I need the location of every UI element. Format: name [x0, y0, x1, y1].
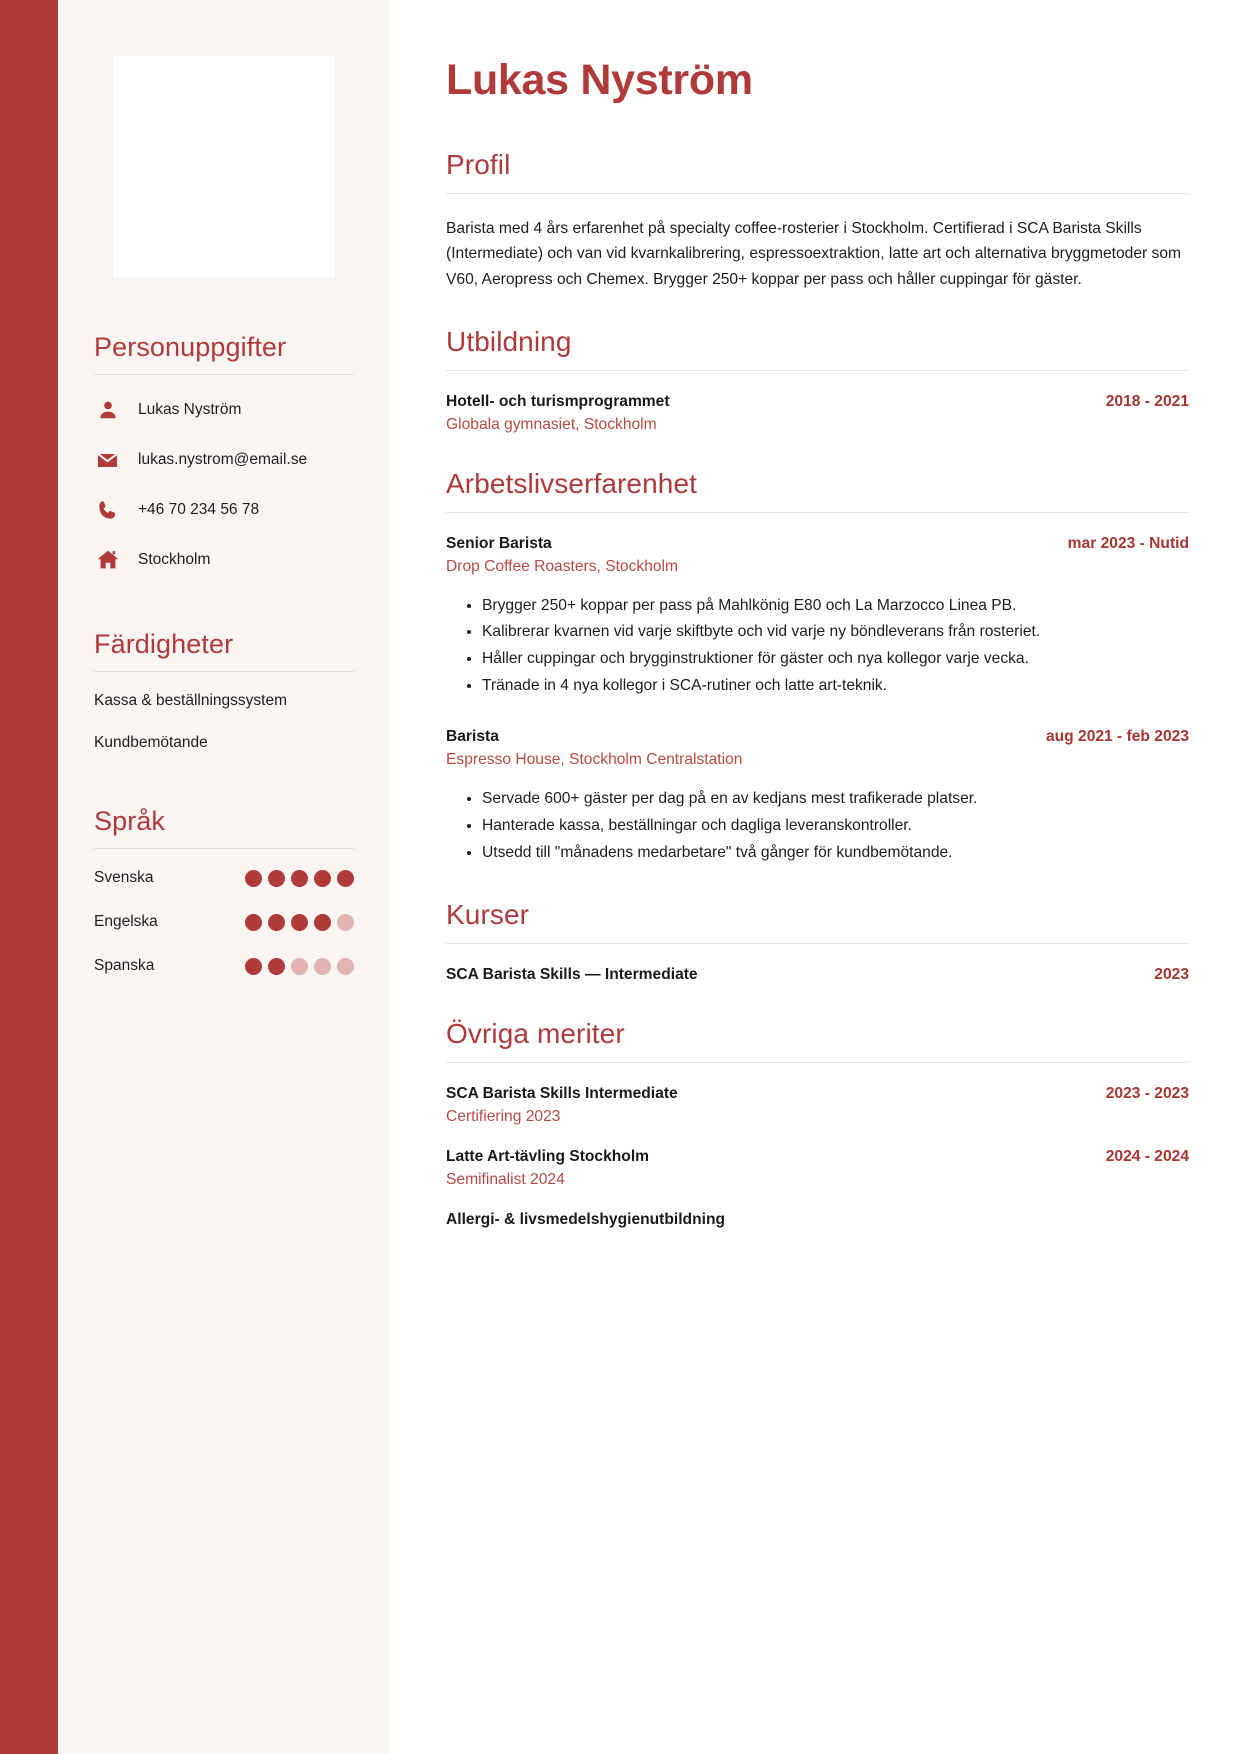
course-entry-head — [446, 966, 1189, 984]
section-experience — [446, 468, 1189, 865]
home-icon — [94, 548, 121, 572]
language-level-dots — [245, 914, 354, 931]
education-date: 2018 - 2021 — [1105, 392, 1189, 410]
contact-phone-value: +46 70 234 56 78 — [138, 500, 260, 518]
section-heading-profile: Profil — [446, 149, 511, 180]
section-education — [446, 326, 1189, 434]
section-heading-education: Utbildning — [446, 325, 572, 357]
profile-photo — [113, 56, 335, 278]
course-title: SCA Barista Skills — Intermediate — [446, 966, 698, 984]
contact-row-location — [94, 545, 354, 575]
section-heading-skills: Färdigheter — [94, 629, 234, 659]
section-heading-languages: Språk — [94, 806, 166, 836]
bullet-item: • Håller cuppingar och brygginstruktioner för gäster och nya kollegor varje vecka. — [482, 647, 1189, 672]
dot-filled — [314, 914, 331, 931]
skill-item: Kassa & beställningssystem — [94, 692, 287, 709]
section-heading-personal: Personuppgifter — [94, 332, 287, 362]
dot-filled — [291, 914, 308, 931]
merit-date: 2023 - 2023 — [1105, 1085, 1189, 1103]
main-content — [390, 0, 1241, 1754]
language-row — [94, 913, 354, 931]
experience-entry-head — [446, 535, 1189, 553]
experience-date: mar 2023 - Nutid — [1067, 534, 1189, 552]
experience-bullets — [446, 787, 1189, 865]
dot-filled — [291, 870, 308, 887]
section-other-merits — [446, 1018, 1189, 1229]
merit-subtitle: Certifiering 2023 — [446, 1108, 561, 1126]
dot-filled — [268, 870, 285, 887]
bullet-item: • Servade 600+ gäster per dag på en av kedjans mest trafikerade platser. — [482, 787, 1189, 812]
contact-email-value: lukas.nystrom@email.se — [138, 450, 308, 468]
experience-entry — [446, 535, 1189, 699]
merit-date: 2024 - 2024 — [1105, 1148, 1189, 1166]
bullet-item: • Kalibrerar kvarnen vid varje skiftbyte och vid varje ny böndleverans från rosteriet. — [482, 620, 1189, 645]
course-date: 2023 — [1154, 966, 1189, 984]
experience-date: aug 2021 - feb 2023 — [1045, 728, 1189, 746]
contact-row-email[interactable] — [94, 445, 354, 475]
merit-entry — [446, 1085, 1189, 1126]
dot-empty — [291, 958, 308, 975]
merit-title: Allergi- & livsmedelshygienutbildning — [446, 1211, 725, 1229]
divider-profile — [446, 193, 1189, 194]
experience-bullets — [446, 594, 1189, 699]
education-entry — [446, 393, 1189, 434]
experience-subtitle: Espresso House, Stockholm Centralstation — [446, 751, 743, 769]
divider-education — [446, 370, 1189, 371]
contact-name-value: Lukas Nyström — [138, 400, 242, 418]
divider-skills — [94, 671, 354, 672]
dot-filled — [337, 870, 354, 887]
experience-entry-head — [446, 728, 1189, 746]
person-icon — [94, 399, 121, 421]
language-level-dots — [245, 870, 354, 887]
contact-row-name — [94, 395, 354, 425]
merit-title: SCA Barista Skills Intermediate — [446, 1085, 678, 1103]
divider-courses — [446, 943, 1189, 944]
merit-entry — [446, 1148, 1189, 1189]
divider-experience — [446, 512, 1189, 513]
merit-entry — [446, 1211, 1189, 1229]
experience-title: Senior Barista — [446, 534, 552, 552]
education-subtitle: Globala gymnasiet, Stockholm — [446, 415, 657, 433]
divider-other-merits — [446, 1062, 1189, 1063]
merit-entry-head — [446, 1211, 1189, 1229]
dot-filled — [245, 870, 262, 887]
dot-filled — [245, 958, 262, 975]
experience-title: Barista — [446, 728, 499, 746]
dot-filled — [314, 870, 331, 887]
left-accent-bar — [0, 0, 58, 1754]
dot-filled — [268, 958, 285, 975]
education-entry-head — [446, 393, 1189, 411]
merit-entry-head — [446, 1085, 1189, 1103]
bullet-item: • Hanterade kassa, beställningar och dagliga leveranskontroller. — [482, 814, 1189, 839]
bullet-item: • Tränade in 4 nya kollegor i SCA-rutiner och latte art-teknik. — [482, 674, 1189, 699]
dot-empty — [337, 914, 354, 931]
dot-empty — [314, 958, 331, 975]
sidebar — [58, 0, 390, 1754]
dot-empty — [337, 958, 354, 975]
profile-text: Barista med 4 års erfarenhet på specialty coffee-rosterier i Stockholm. Certifierad i SCA Barista Skills (Intermediate) och van vid kvarnkalibrering, espressoextraktion, latte art och alternativa bryggmetoder som V60, Aeropress och Chemex. Brygger 250+ koppar per pass och håller cuppingar för gäster. — [446, 220, 1181, 288]
education-title: Hotell- och turismprogrammet — [446, 392, 670, 410]
merit-subtitle: Semifinalist 2024 — [446, 1171, 565, 1189]
experience-entry — [446, 728, 1189, 865]
experience-subtitle: Drop Coffee Roasters, Stockholm — [446, 557, 678, 575]
section-heading-experience: Arbetslivserfarenhet — [446, 467, 698, 499]
section-profile — [446, 149, 1189, 292]
phone-icon — [94, 499, 121, 522]
bullet-item: • Brygger 250+ koppar per pass på Mahlkönig E80 och La Marzocco Linea PB. — [482, 594, 1189, 619]
language-row — [94, 869, 354, 887]
course-entry — [446, 966, 1189, 984]
skill-item: Kundbemötande — [94, 734, 208, 751]
divider-languages — [94, 848, 354, 849]
contact-location-value: Stockholm — [138, 550, 211, 568]
language-name: Engelska — [94, 913, 158, 930]
section-heading-other-merits: Övriga meriter — [446, 1018, 625, 1050]
language-level-dots — [245, 958, 354, 975]
dot-filled — [245, 914, 262, 931]
language-name: Spanska — [94, 957, 155, 974]
bullet-item: • Utsedd till "månadens medarbetare" två gånger för kundbemötande. — [482, 841, 1189, 866]
section-heading-courses: Kurser — [446, 899, 530, 931]
contact-row-phone[interactable] — [94, 495, 354, 525]
dot-filled — [268, 914, 285, 931]
envelope-icon — [94, 449, 121, 472]
language-name: Svenska — [94, 869, 154, 886]
divider-personal — [94, 374, 354, 375]
merit-entry-head — [446, 1148, 1189, 1166]
language-row — [94, 957, 354, 975]
merit-title: Latte Art-tävling Stockholm — [446, 1148, 650, 1166]
page-title: Lukas Nyström — [446, 56, 753, 104]
section-courses — [446, 899, 1189, 984]
